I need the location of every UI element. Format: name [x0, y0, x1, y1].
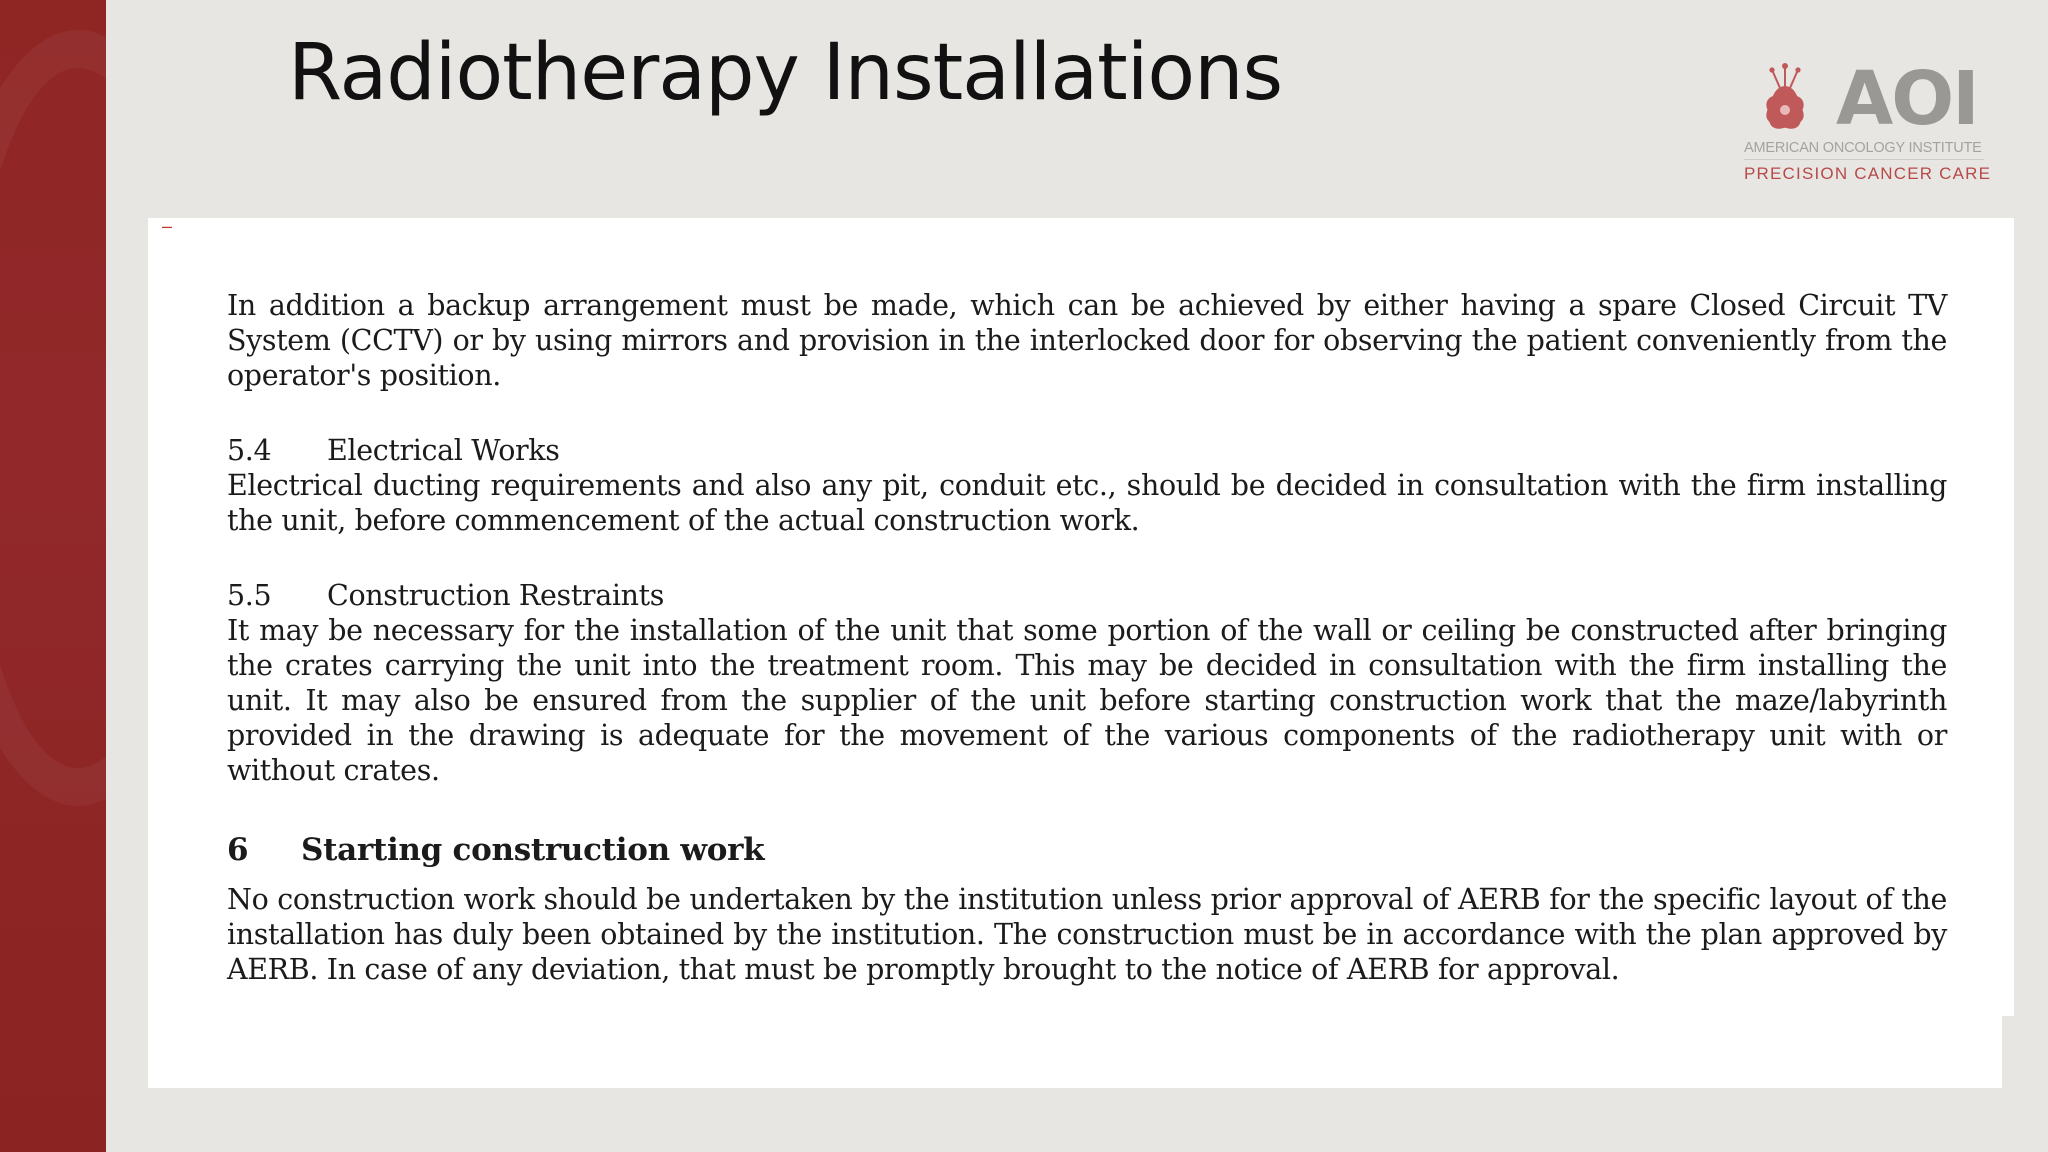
chapter-title: Starting construction work [301, 832, 765, 868]
logo-divider [1744, 159, 1984, 160]
section-title: Electrical Works [327, 434, 560, 467]
left-accent-bar [0, 0, 106, 1152]
excerpt-crop-notch [2002, 1016, 2014, 1088]
chapter-paragraph: No construction work should be undertaken by the institution unless prior approval of AERB for the specific layout of the installation has duly been obtained by the institution. The construction must be in accordance with the plan approved by AERB. In case of any deviation, that must be promptly brought to the notice of AERB for approval. [227, 883, 1947, 986]
section-number: 5.5 [227, 579, 272, 612]
aoi-logo [1740, 58, 1990, 188]
document-body [227, 288, 1947, 987]
logo-tagline: PRECISION CANCER CARE [1744, 164, 1992, 183]
document-excerpt [148, 218, 2014, 1088]
list-marker: – [162, 216, 173, 236]
logo-org-name: AMERICAN ONCOLOGY INSTITUTE [1744, 140, 1982, 156]
slide-title: Radiotherapy Installations [288, 28, 1283, 118]
section-paragraph: Electrical ducting requirements and also any pit, conduit etc., should be decided in consultation with the firm installing the unit, before commencement of the actual construction work. [227, 469, 1947, 537]
intro-paragraph: In addition a backup arrangement must be made, which can be achieved by either having a spare Closed Circuit TV System (CCTV) or by using mirrors and provision in the interlocked door for observing the patient conveniently from the operator's position. [227, 289, 1947, 392]
chapter-heading [227, 830, 1947, 870]
logo-mark: AOI [1836, 56, 1978, 142]
section-heading [227, 433, 1947, 468]
section-heading [227, 578, 1947, 613]
hibiscus-flower-icon [1740, 58, 1830, 142]
section-number: 5.4 [227, 434, 272, 467]
chapter-number: 6 [227, 832, 249, 868]
decorative-swirl [0, 30, 106, 806]
section-title: Construction Restraints [327, 579, 664, 612]
section-paragraph: It may be necessary for the installation of the unit that some portion of the wall or ceiling be constructed after bringing the crates carrying the unit into the treatment room. This may be decided in consultation with the firm installing the unit. It may also be ensured from the supplier of the unit before starting construction work that the maze/labyrinth provided in the drawing is adequate for the movement of the various components of the radiotherapy unit with or without crates. [227, 614, 1947, 787]
